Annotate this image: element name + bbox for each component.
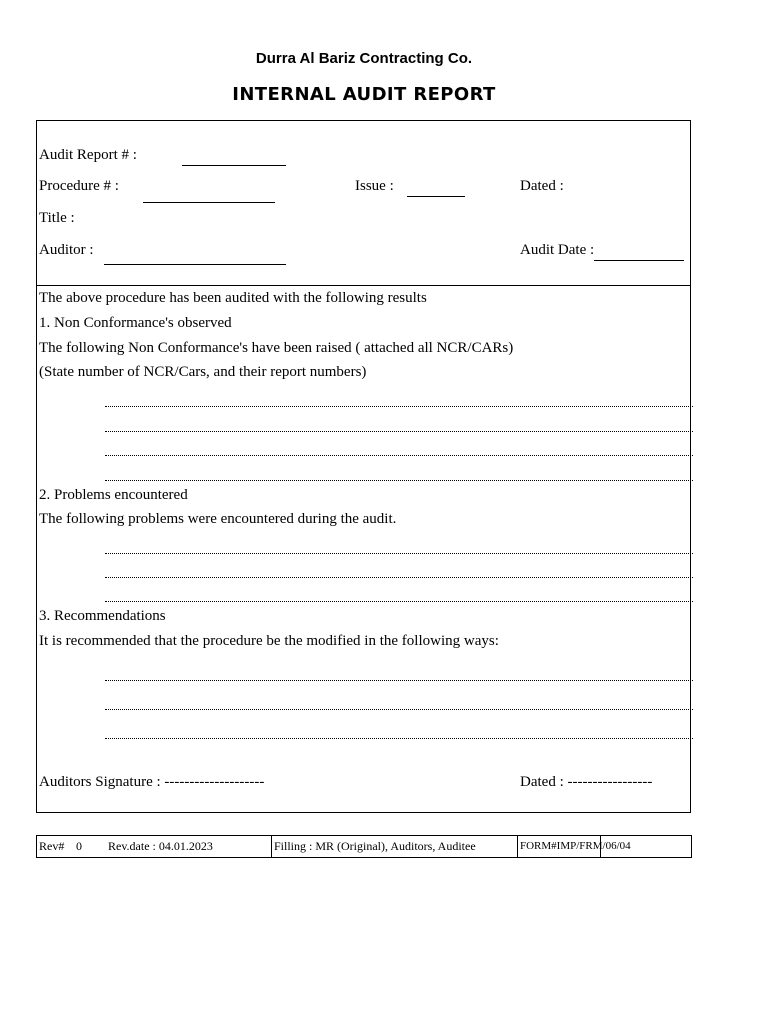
section1-text: The following Non Conformance's have been raised ( attached all NCR/CARs) xyxy=(39,340,514,356)
section1-note: (State number of NCR/Cars, and their report numbers) xyxy=(39,364,367,380)
report-title: INTERNAL AUDIT REPORT xyxy=(232,84,496,105)
auditor-label: Auditor : xyxy=(39,242,94,258)
ncr-entry-line[interactable] xyxy=(105,480,693,481)
form-footer xyxy=(36,835,692,858)
rev-date: Rev.date : 04.01.2023 xyxy=(108,839,213,853)
auditor-field[interactable] xyxy=(104,264,286,265)
rev-label: Rev# xyxy=(39,839,65,853)
section1-heading: 1. Non Conformance's observed xyxy=(39,315,232,331)
ncr-entry-line[interactable] xyxy=(105,455,693,456)
procedure-number-label: Procedure # : xyxy=(39,178,119,194)
section3-text: It is recommended that the procedure be the modified in the following ways: xyxy=(39,633,499,649)
title-label: Title : xyxy=(39,210,75,226)
audit-date-field[interactable] xyxy=(594,260,684,261)
issue-label: Issue : xyxy=(355,178,394,194)
dated-label: Dated : xyxy=(520,178,564,194)
procedure-number-field[interactable] xyxy=(143,202,275,203)
ncr-entry-line[interactable] xyxy=(105,431,693,432)
recommendation-entry-line[interactable] xyxy=(105,709,693,710)
footer-divider xyxy=(271,836,272,857)
audit-report-number-label: Audit Report # : xyxy=(39,147,137,163)
rev-number: 0 xyxy=(76,839,82,853)
company-name: Durra Al Bariz Contracting Co. xyxy=(255,50,473,67)
issue-field[interactable] xyxy=(407,196,465,197)
footer-divider xyxy=(517,836,518,857)
section3-heading: 3. Recommendations xyxy=(39,608,166,624)
intro-text: The above procedure has been audited with the following results xyxy=(39,290,427,306)
recommendation-entry-line[interactable] xyxy=(105,738,693,739)
audit-report-number-field[interactable] xyxy=(182,165,286,166)
audit-date-label: Audit Date : xyxy=(520,242,595,258)
section-divider xyxy=(36,285,691,286)
filling-info: Filling : MR (Original), Auditors, Auditee xyxy=(274,839,476,853)
problem-entry-line[interactable] xyxy=(105,553,693,554)
section2-heading: 2. Problems encountered xyxy=(39,487,188,503)
ncr-entry-line[interactable] xyxy=(105,406,693,407)
problem-entry-line[interactable] xyxy=(105,601,693,602)
auditor-signature: Auditors Signature : -------------------- xyxy=(39,774,265,790)
footer-divider xyxy=(600,836,601,857)
recommendation-entry-line[interactable] xyxy=(105,680,693,681)
form-number: FORM#IMP/FRM/06/04 xyxy=(520,840,631,852)
problem-entry-line[interactable] xyxy=(105,577,693,578)
section2-text: The following problems were encountered during the audit. xyxy=(39,511,397,527)
signature-date: Dated : ----------------- xyxy=(520,774,653,790)
